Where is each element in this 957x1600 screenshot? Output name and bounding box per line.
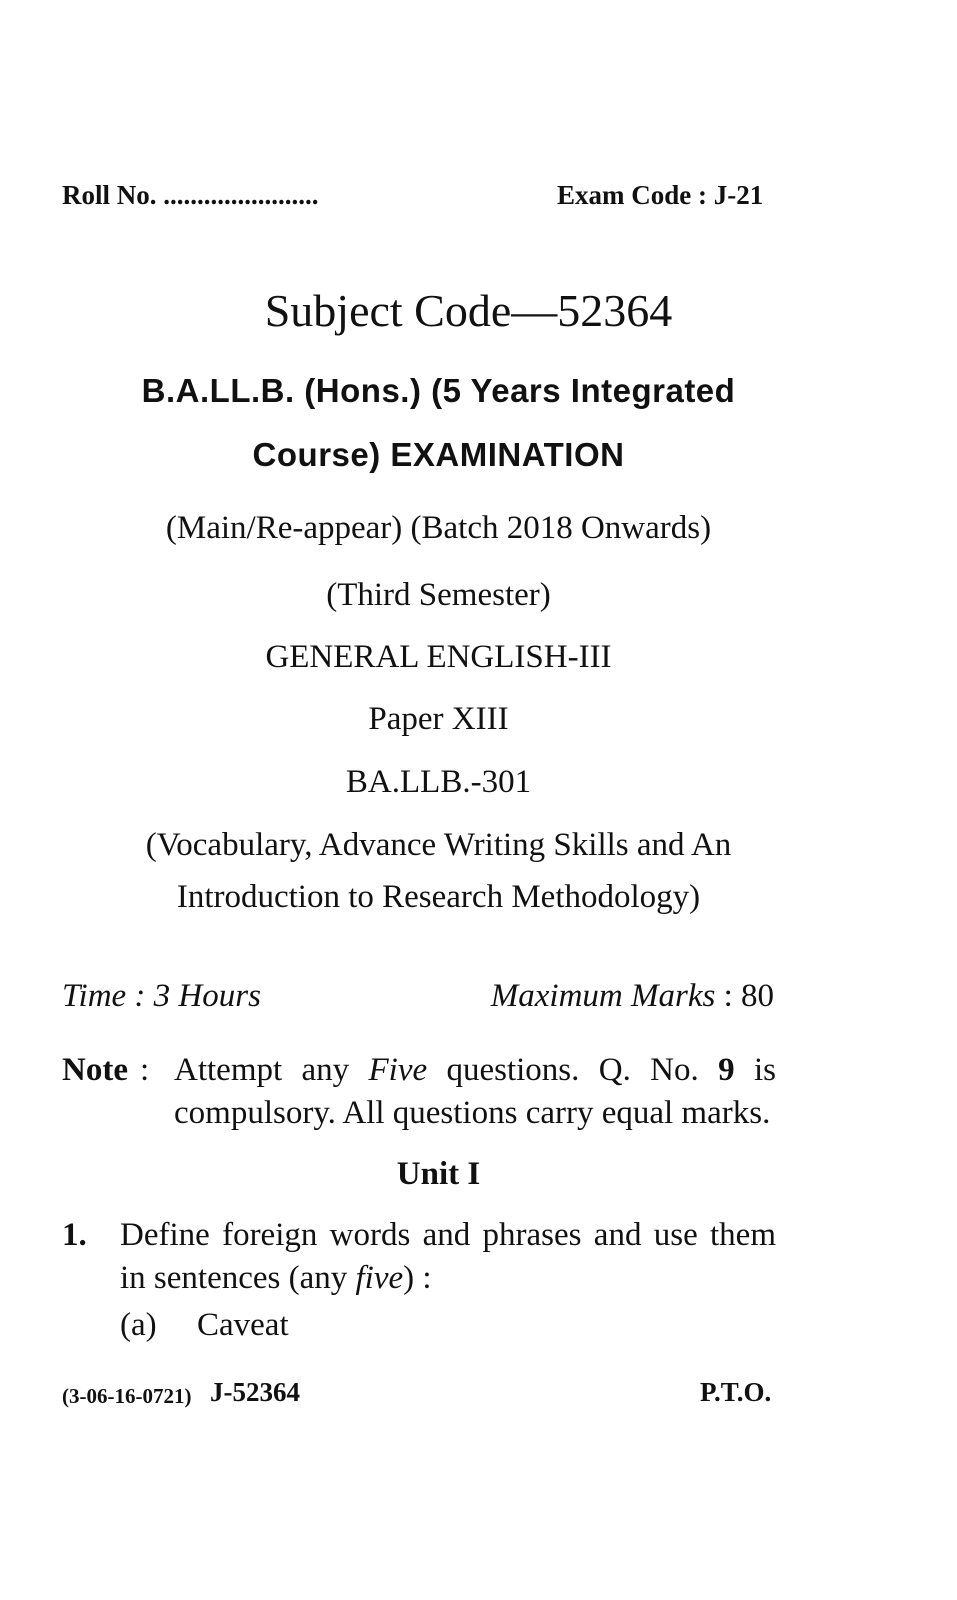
question-word: them [710, 1217, 776, 1253]
question-word: use [653, 1217, 698, 1253]
note-word: any [301, 1052, 350, 1088]
note-word: Five [368, 1052, 428, 1088]
unit-heading: Unit I [396, 1156, 481, 1192]
maximum-marks [491, 978, 774, 1015]
exam-mode: (Main/Re-appear) (Batch 2018 Onwards) [165, 510, 712, 546]
question-line-2-italic: five [355, 1260, 404, 1296]
footer-paper-id: J-52364 [210, 1377, 300, 1407]
question-line-1 [120, 1217, 776, 1254]
question-line-2-prefix: in sentences (any [120, 1260, 356, 1296]
course-title-line-1: B.A.LL.B. (Hons.) (5 Years Integrated [141, 372, 736, 409]
subject-name: GENERAL ENGLISH-III [265, 639, 612, 675]
note-word: Attempt [174, 1052, 283, 1088]
note-word: No. [650, 1052, 699, 1088]
footer-print-code: (3-06-16-0721) [62, 1384, 192, 1408]
option-label: (a) [120, 1307, 157, 1343]
subject-code-heading: Subject Code—52364 [264, 285, 673, 336]
paper-number: Paper XIII [368, 701, 509, 737]
question-word: phrases [482, 1217, 582, 1253]
paper-description-line-2: Introduction to Research Methodology) [176, 879, 701, 915]
question-line-2-suffix: ) : [403, 1260, 432, 1296]
note-line-1 [174, 1052, 776, 1089]
paper-description-line-1: (Vocabulary, Advance Writing Skills and An [145, 827, 732, 863]
paper-code: BA.LLB.-301 [345, 764, 532, 800]
note-word: Q. [598, 1052, 631, 1088]
marks-label: Maximum Marks [490, 978, 716, 1014]
marks-value: 80 [741, 978, 774, 1014]
marks-separator: : [715, 978, 741, 1014]
note-word: is [753, 1052, 776, 1088]
note-label: Note [62, 1052, 128, 1088]
question-word: and [422, 1217, 471, 1253]
please-turn-over: P.T.O. [700, 1377, 772, 1407]
note-colon: : [140, 1052, 150, 1088]
note-word: 9 [718, 1052, 735, 1088]
semester: (Third Semester) [326, 577, 551, 613]
question-number: 1. [62, 1217, 87, 1253]
note-line-2: compulsory. All questions carry equal marks. [174, 1095, 771, 1131]
question-word: and [593, 1217, 642, 1253]
question-word: Define [120, 1217, 210, 1253]
question-line-2 [120, 1260, 432, 1297]
exam-code: Exam Code : J-21 [557, 180, 764, 210]
question-word: words [329, 1217, 411, 1253]
roll-number-field: Roll No. ....................... [62, 180, 319, 210]
note-word: questions. [446, 1052, 580, 1088]
option-text: Caveat [197, 1307, 289, 1343]
course-title-line-2: Course) EXAMINATION [252, 436, 625, 473]
time-allowed: Time : 3 Hours [62, 978, 261, 1014]
question-word: foreign [222, 1217, 318, 1253]
